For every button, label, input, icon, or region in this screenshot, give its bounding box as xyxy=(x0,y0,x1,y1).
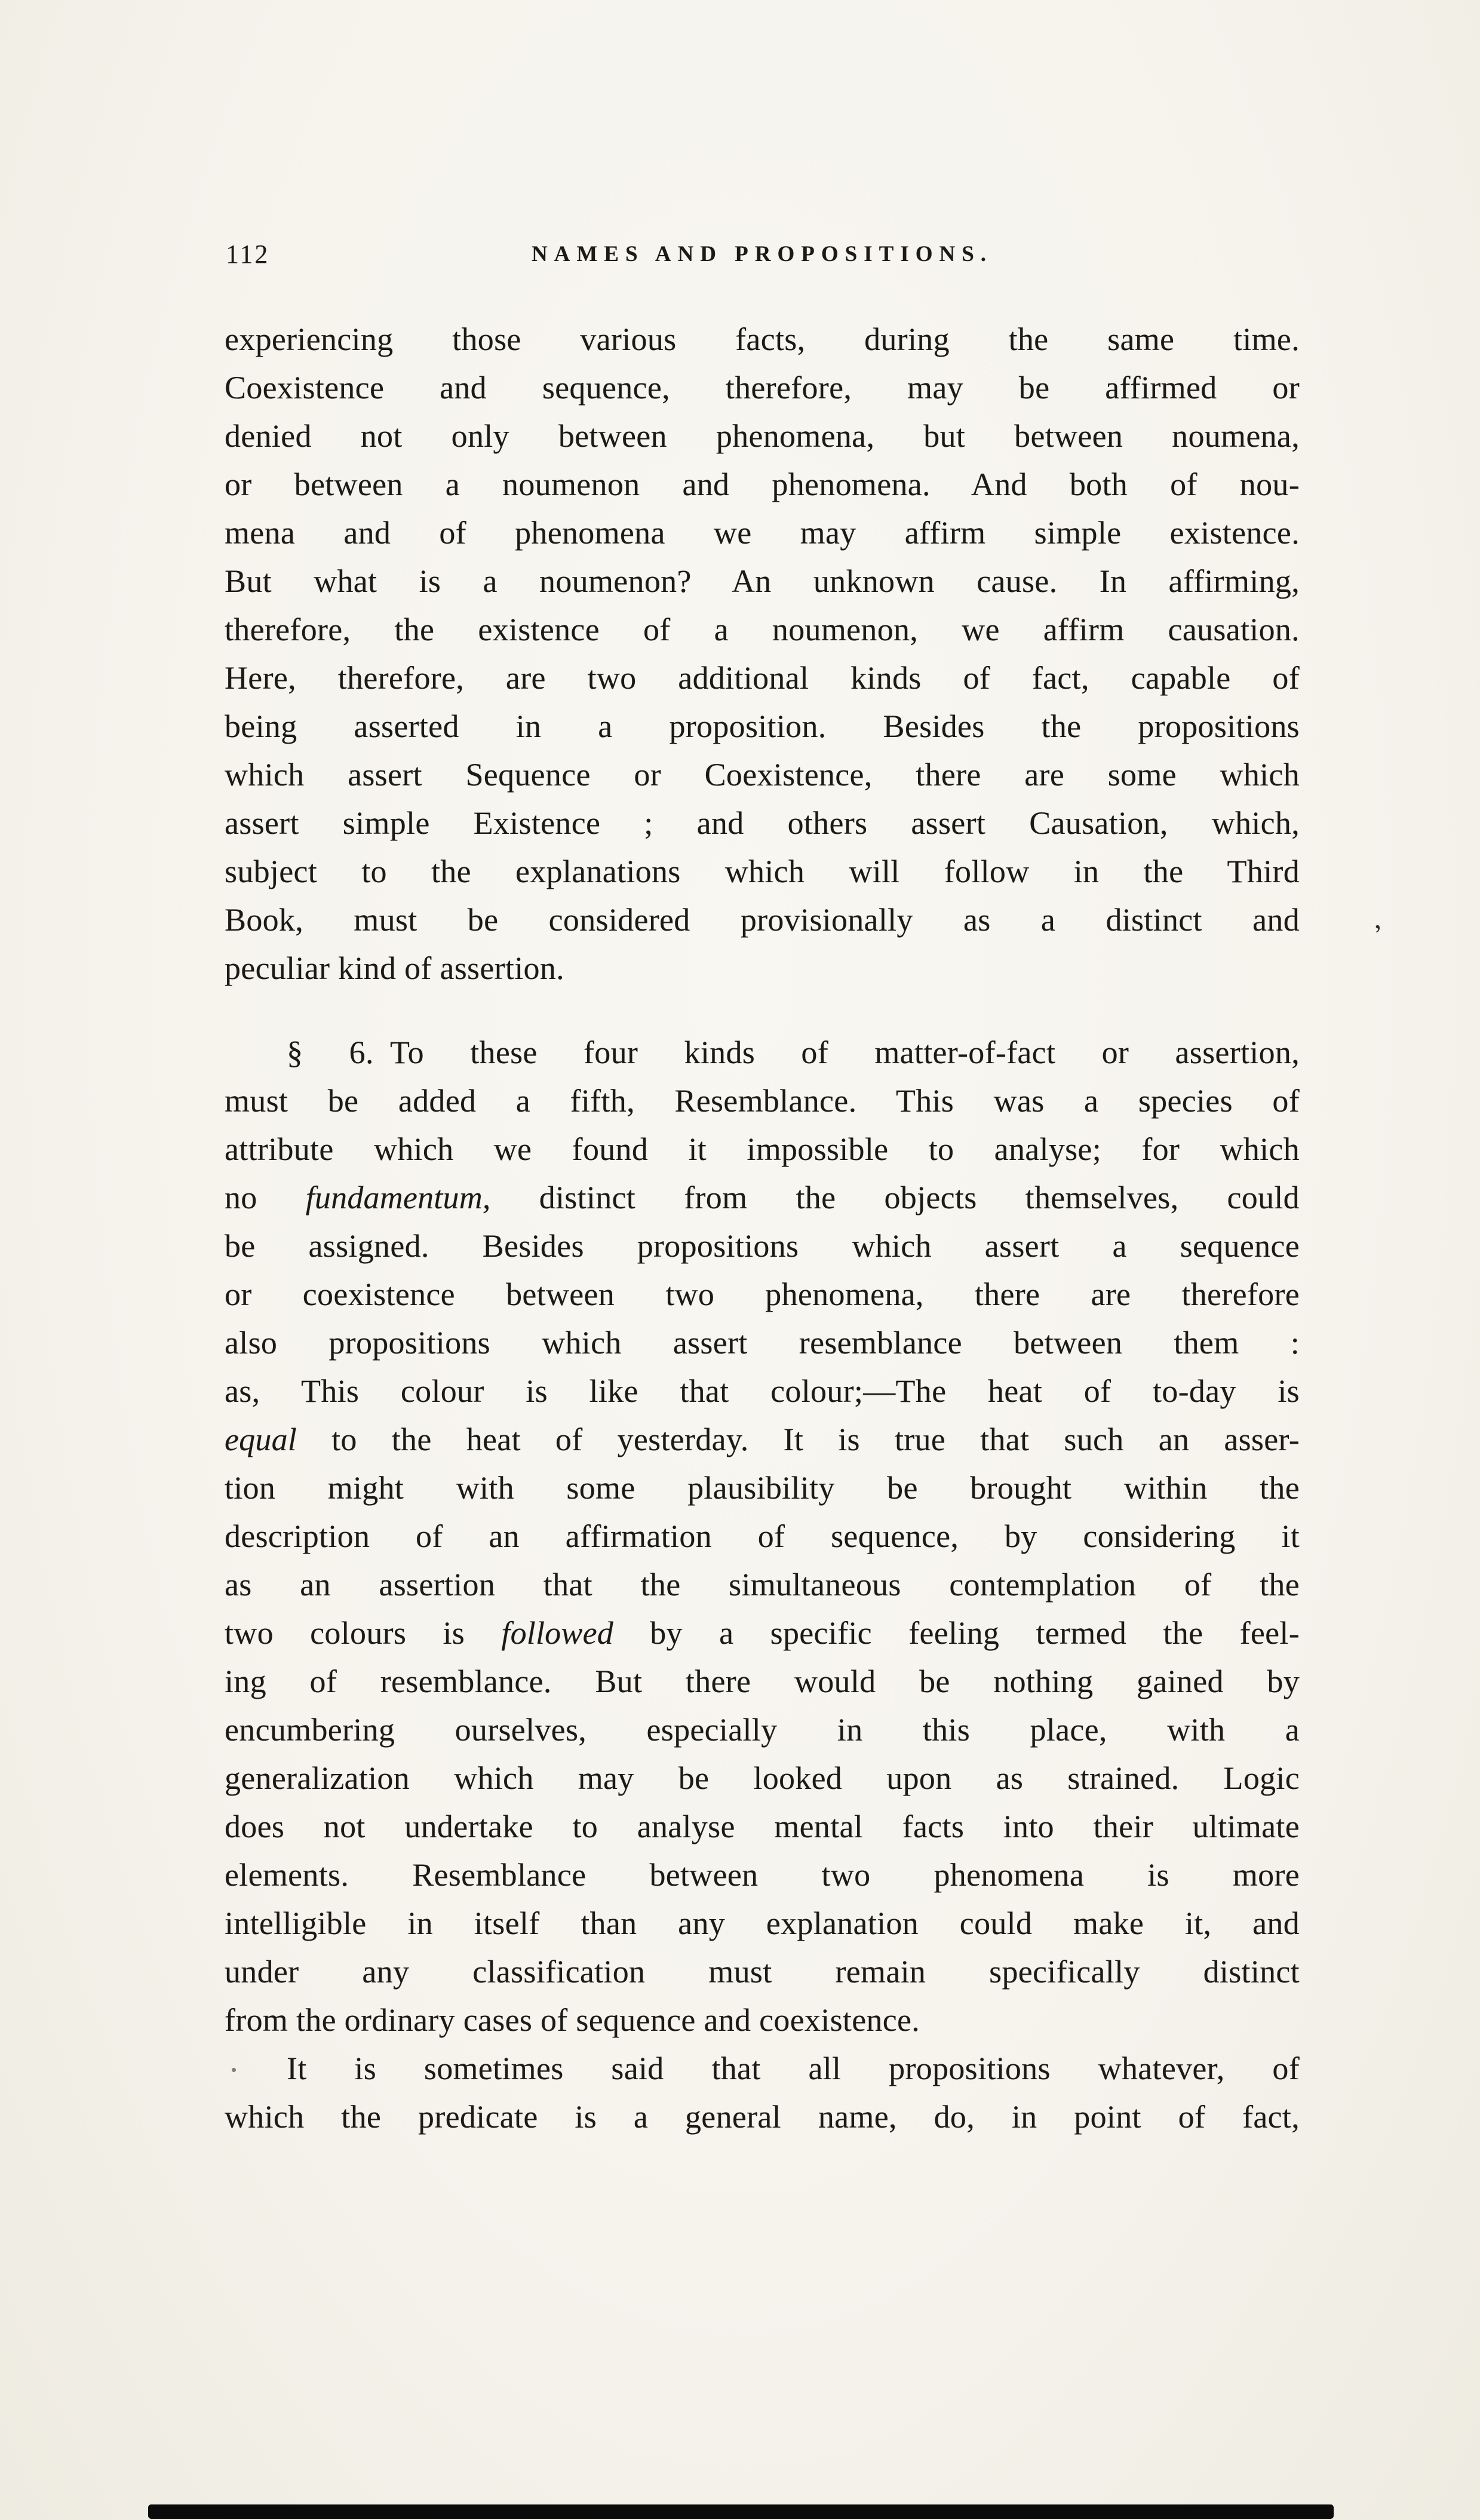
text-line: therefore, the existence of a noumenon, we affirm causation. xyxy=(225,612,1300,647)
text-line: denied not only between phenomena, but between noumena, xyxy=(225,418,1300,454)
paragraph xyxy=(225,315,1300,993)
scan-edge-bar xyxy=(148,2504,1334,2519)
page-header xyxy=(225,238,1300,274)
text-line: must be added a fifth, Resemblance. This was a species of xyxy=(225,1083,1300,1119)
text-line: tion might with some plausibility be brought within the xyxy=(225,1470,1300,1506)
margin-speck xyxy=(232,2068,236,2072)
text-line: subject to the explanations which will follow in the Third xyxy=(225,854,1300,889)
text-line: Coexistence and sequence, therefore, may be affirmed or xyxy=(225,370,1300,406)
text-line: Here, therefore, are two additional kinds of fact, capable of xyxy=(225,660,1300,696)
text-line: from the ordinary cases of sequence and coexistence. xyxy=(225,2002,920,2038)
text-line: intelligible in itself than any explanation could make it, and xyxy=(225,1905,1300,1941)
text-line: peculiar kind of assertion. xyxy=(225,950,564,986)
text-line: being asserted in a proposition. Besides the propositions xyxy=(225,708,1300,744)
paragraph xyxy=(225,1029,1300,2045)
text-line: which assert Sequence or Coexistence, there are some which xyxy=(225,757,1300,793)
text-line: under any classification must remain specifically distinct xyxy=(225,1954,1300,1990)
text-line: It is sometimes said that all propositions whatever, of xyxy=(287,2051,1300,2086)
margin-ink-mark: ‚ xyxy=(1368,903,1384,935)
text-line: But what is a noumenon? An unknown cause. In affirming, xyxy=(225,563,1300,599)
text-line: attribute which we found it impossible to analyse; for which xyxy=(225,1131,1300,1167)
text-line: generalization which may be looked upon as strained. Logic xyxy=(225,1760,1300,1796)
running-header: NAMES AND PROPOSITIONS. xyxy=(531,242,993,266)
text-line: experiencing those various facts, during the same time. xyxy=(225,321,1300,357)
page-number: 112 xyxy=(226,240,270,269)
text-line: no fundamentum, distinct from the objects themselves, could xyxy=(225,1180,1300,1216)
text-line: be assigned. Besides propositions which assert a sequence xyxy=(225,1228,1300,1264)
text-line: mena and of phenomena we may affirm simple existence. xyxy=(225,515,1300,551)
text-line: § 6. To these four kinds of matter-of-fact or assertion, xyxy=(287,1035,1300,1070)
text-line: as an assertion that the simultaneous contemplation of the xyxy=(225,1567,1300,1603)
text-line: encumbering ourselves, especially in this place, with a xyxy=(225,1712,1300,1748)
text-line: ing of resemblance. But there would be nothing gained by xyxy=(225,1663,1300,1699)
text-line: does not undertake to analyse mental facts into their ultimate xyxy=(225,1809,1300,1844)
text-line: which the predicate is a general name, do, in point of fact, xyxy=(225,2099,1300,2135)
text-line: Book, must be considered provisionally as a distinct and xyxy=(225,902,1300,938)
text-line: or coexistence between two phenomena, there are therefore xyxy=(225,1276,1300,1312)
text-line: also propositions which assert resemblance between them : xyxy=(225,1325,1300,1361)
text-line: description of an affirmation of sequence, by considering it xyxy=(225,1518,1300,1554)
text-line: two colours is followed by a specific feeling termed the feel- xyxy=(225,1615,1300,1651)
text-line: elements. Resemblance between two phenomena is more xyxy=(225,1857,1300,1893)
text-line: equal to the heat of yesterday. It is true that such an asser- xyxy=(225,1422,1300,1457)
text-line: as, This colour is like that colour;—The heat of to-day is xyxy=(225,1373,1300,1409)
paragraph xyxy=(225,2045,1300,2141)
text-line: or between a noumenon and phenomena. And both of nou- xyxy=(225,466,1300,502)
text-line: assert simple Existence ; and others assert Causation, which, xyxy=(225,805,1300,841)
page-body xyxy=(225,315,1300,2141)
